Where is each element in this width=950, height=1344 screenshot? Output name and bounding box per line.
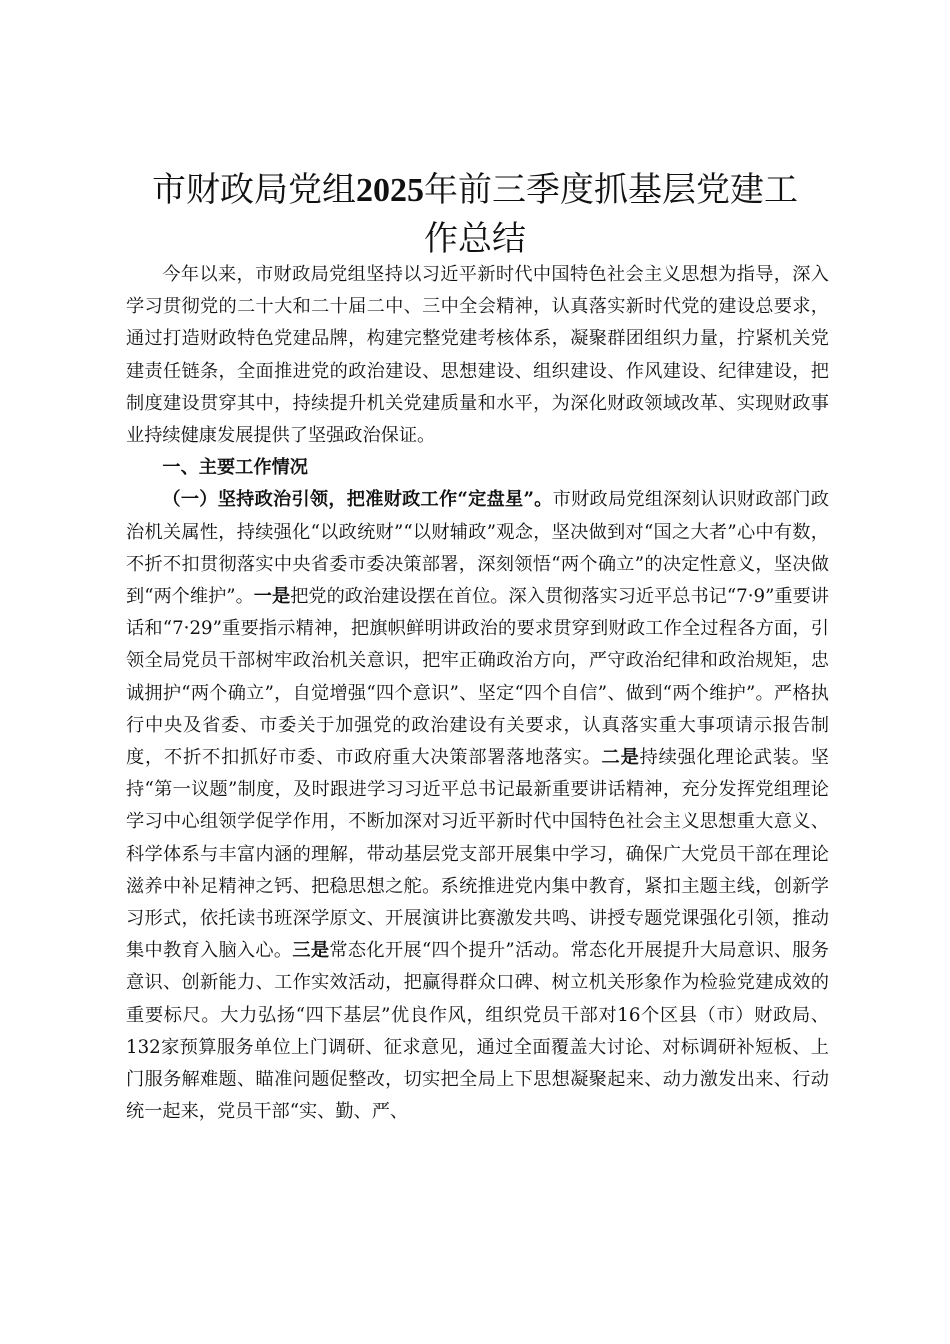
emphasis-marker: 一是: [253, 586, 291, 608]
section-paragraph: [126, 484, 829, 1128]
title-line2: 作总结: [424, 219, 526, 259]
title-year: 2025: [356, 172, 424, 209]
document-title: [110, 166, 840, 263]
paragraph-text: 把党的政治建设摆在首位。深入贯彻落实习近平总书记“7·9”重要讲话和“7·29”重要指示精神，把旗帜鲜明讲政治的要求贯穿到财政工作全过程各方面，引领全局党员干部树牢政治机关意识，把牢正确政治方向，严守政治纪律和政治规矩，忠诚拥护“两个确立”，自觉增强“四个意识”、坚定“四个自信”、做到“两个维护”。严格执行中央及省委、市委关于加强党的政治建设有关要求，认真落实重大事项请示报告制度，不折不扣抓好市委、市政府重大决策部署落地落实。: [126, 586, 829, 769]
section-heading: 一、主要工作情况: [162, 457, 308, 479]
emphasis-marker: 二是: [601, 747, 640, 769]
paragraph-text: 市财政局党组深刻认识财政部门政治机关属性，持续强化“以政统财”“以财辅政”观念，坚决做到对“国之大者”心中有数，不折不扣贯彻落实中央省委市委决策部署，深刻领悟“两个确立”的决定性意义，坚决做到“两个维护”。: [126, 489, 829, 608]
sub-heading: （一）坚持政治引领，把准财政工作“定盘星”。: [162, 489, 553, 511]
intro-paragraph: 今年以来，市财政局党组坚持以习近平新时代中国特色社会主义思想为指导，深入学习贯彻党的二十大和二十届二中、三中全会精神，认真落实新时代党的建设总要求，通过打造财政特色党建品牌，构建完整党建考核体系，凝聚群团组织力量，拧紧机关党建责任链条，全面推进党的政治建设、思想建设、组织建设、作风建设、纪律建设，把制度建设贯穿其中，持续提升机关党建质量和水平，为深化财政领域改革、实现财政事业持续健康发展提供了坚强政治保证。: [126, 264, 829, 447]
title-line1-post: 年前三季度抓基层党建工: [424, 170, 798, 210]
title-line1-pre: 市财政局党组: [152, 170, 356, 210]
emphasis-marker: 三是: [292, 940, 330, 962]
document-body: [126, 259, 829, 1128]
paragraph-text: 持续强化理论武装。坚持“第一议题”制度，及时跟进学习习近平总书记最新重要讲话精神，充分发挥党组理论学习中心组领学促学作用，不断加深对习近平新时代中国特色社会主义思想重大意义、科学体系与丰富内涵的理解，带动基层党支部开展集中学习，确保广大党员干部在理论滋养中补足精神之钙、把稳思想之舵。系统推进党内集中教育，紧扣主题主线，创新学习形式，依托读书班深学原文、开展演讲比赛激发共鸣、讲授专题党课强化引领，推动集中教育入脑入心。: [126, 747, 829, 962]
paragraph-text: 常态化开展“四个提升”活动。常态化开展提升大局意识、服务意识、创新能力、工作实效活动，把赢得群众口碑、树立机关形象作为检验党建成效的重要标尺。大力弘扬“四下基层”优良作风，组织党员干部对16个区县（市）财政局、132家预算服务单位上门调研、征求意见，通过全面覆盖大讨论、对标调研补短板、上门服务解难题、瞄准问题促整改，切实把全局上下思想凝聚起来、动力激发出来、行动统一起来，党员干部“实、勤、严、: [126, 940, 829, 1123]
